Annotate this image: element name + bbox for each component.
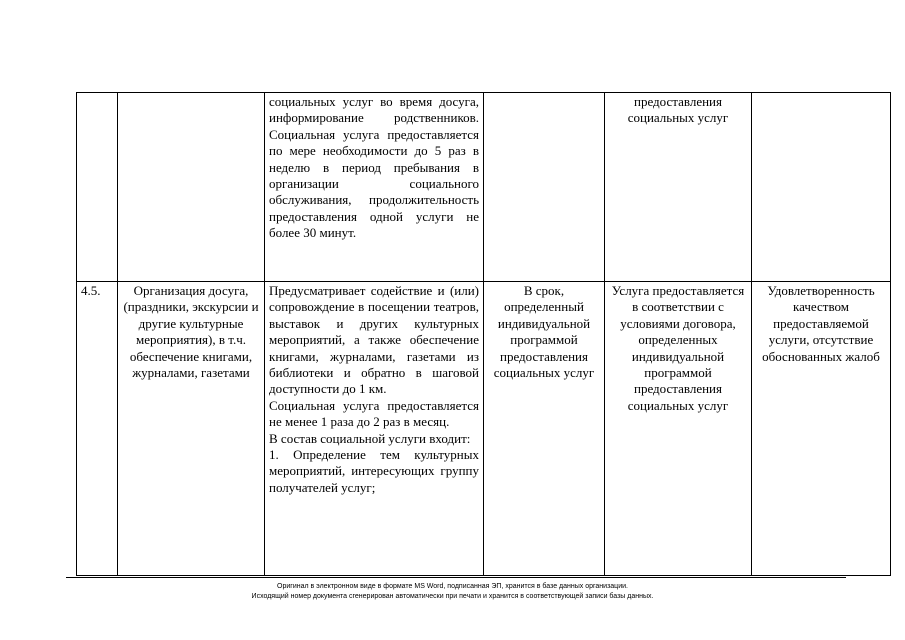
cell-description [265,282,484,576]
quality-text: Удовлетворенность качеством предоставляемой услуги, отсутствие обоснованных жалоб [762,283,880,364]
footer-divider [66,577,846,578]
cell-quality [752,93,891,282]
cell-conditions [605,93,752,282]
description-paragraph-2: Социальная услуга предоставляется не менее 1 раза до 2 раз в месяц. [269,397,479,430]
description-paragraph-1: Предусматривает содействие и (или) сопровождение в посещении театров, выставок и других культурных мероприятий, а также обеспечение книгами, журналами, газетами из библиотеки и обратно в шаговой доступности до 1 км. [269,283,479,397]
footer-note-number: Исходящий номер документа сгенерирован автоматически при печати и хранится в соответствующей записи базы данных. [251,593,654,600]
description-paragraph-3: В состав социальной услуги входит: [269,430,471,446]
services-table [76,92,891,576]
table-row [77,282,891,576]
cell-number [77,93,118,282]
table-row [77,93,891,282]
cell-service-name [118,93,265,282]
conditions-text: предоставления социальных услуг [627,94,729,126]
footer-note-original: Оригинал в электронном виде в формате MS Word, подписанная ЭП, хранится в базе данных организации. [277,583,628,590]
description-paragraph-4: 1. Определение тем культурных мероприятий, интересующих группу получателей услуг; [269,447,479,495]
cell-conditions [605,282,752,576]
cell-term [484,93,605,282]
term-text: В срок, определенный индивидуальной программой предоставления социальных услуг [493,283,595,381]
cell-term [484,282,605,576]
cell-description [265,93,484,282]
cell-number [77,282,118,576]
row-number: 4.5. [81,283,101,298]
cell-quality [752,282,891,576]
conditions-text: Услуга предоставляется в соответствии с условиями договора, определенных индивидуальной программой предоставления социальных услуг [611,283,745,413]
service-name-text: Организация досуга, (праздники, экскурсии и другие культурные мероприятия), в т.ч. обеспечение книгами, журналами, газетами [123,283,259,381]
description-text: социальных услуг во время досуга, информирование родственников. Социальная услуга предоставляется по мере необходимости до 5 раз в неделю в период пребывания в организации социального обслуживания, продолжительность предоставления одной услуги не более 30 минут. [269,94,479,241]
cell-service-name [118,282,265,576]
